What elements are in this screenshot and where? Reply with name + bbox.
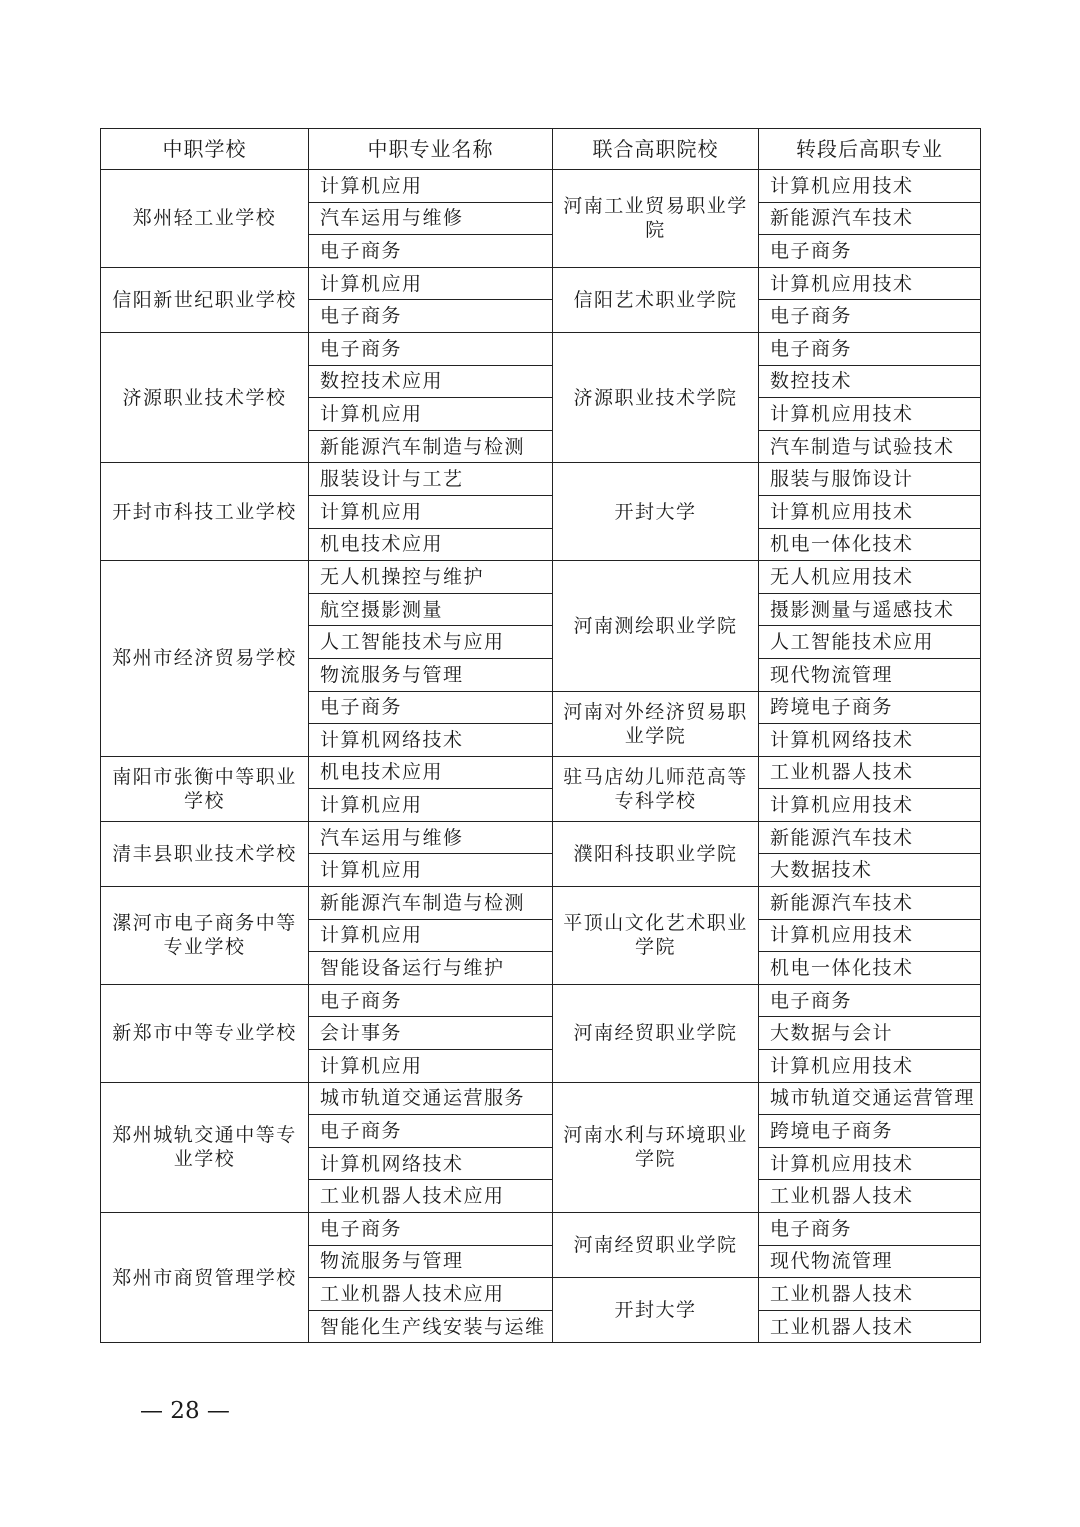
partner-college-cell: 河南工业贸易职业学院 — [553, 170, 759, 268]
college-major-cell: 大数据与会计 — [759, 1017, 981, 1050]
partner-college-cell: 河南经贸职业学院 — [553, 1213, 759, 1278]
vocational-school-cell: 漯河市电子商务中等专业学校 — [101, 887, 309, 985]
vocational-major-cell: 数控技术应用 — [309, 365, 553, 398]
table-row — [101, 1213, 981, 1246]
vocational-school-cell: 济源职业技术学校 — [101, 332, 309, 462]
college-major-cell: 服装与服饰设计 — [759, 463, 981, 496]
vocational-major-cell: 航空摄影测量 — [309, 593, 553, 626]
table-row — [101, 561, 981, 594]
table-row — [101, 170, 981, 203]
vocational-school-cell: 开封市科技工业学校 — [101, 463, 309, 561]
college-major-cell: 城市轨道交通运营管理 — [759, 1082, 981, 1115]
vocational-major-cell: 计算机应用 — [309, 170, 553, 203]
vocational-major-cell: 电子商务 — [309, 1115, 553, 1148]
vocational-major-cell: 计算机应用 — [309, 495, 553, 528]
vocational-major-cell: 计算机应用 — [309, 854, 553, 887]
college-major-cell: 新能源汽车技术 — [759, 202, 981, 235]
vocational-major-cell: 新能源汽车制造与检测 — [309, 430, 553, 463]
vocational-major-cell: 机电技术应用 — [309, 528, 553, 561]
vocational-major-cell: 电子商务 — [309, 235, 553, 268]
college-major-cell: 工业机器人技术 — [759, 756, 981, 789]
college-major-cell: 人工智能技术应用 — [759, 626, 981, 659]
college-major-cell: 机电一体化技术 — [759, 528, 981, 561]
partner-college-cell: 濮阳科技职业学院 — [553, 821, 759, 886]
table-row — [101, 1082, 981, 1115]
college-major-cell: 计算机应用技术 — [759, 789, 981, 822]
vocational-major-cell: 服装设计与工艺 — [309, 463, 553, 496]
vocational-school-cell: 新郑市中等专业学校 — [101, 984, 309, 1082]
partner-college-cell: 河南测绘职业学院 — [553, 561, 759, 691]
vocational-major-cell: 电子商务 — [309, 984, 553, 1017]
vocational-major-cell: 工业机器人技术应用 — [309, 1278, 553, 1311]
college-major-cell: 计算机应用技术 — [759, 170, 981, 203]
college-major-cell: 计算机应用技术 — [759, 919, 981, 952]
header-partner-college: 联合高职院校 — [553, 129, 759, 170]
vocational-major-cell: 人工智能技术与应用 — [309, 626, 553, 659]
college-major-cell: 新能源汽车技术 — [759, 887, 981, 920]
partner-college-cell: 平顶山文化艺术职业学院 — [553, 887, 759, 985]
college-major-cell: 工业机器人技术 — [759, 1310, 981, 1343]
college-major-cell: 数控技术 — [759, 365, 981, 398]
college-major-cell: 新能源汽车技术 — [759, 821, 981, 854]
vocational-major-cell: 机电技术应用 — [309, 756, 553, 789]
vocational-major-cell: 新能源汽车制造与检测 — [309, 887, 553, 920]
header-college-major: 转段后高职专业 — [759, 129, 981, 170]
vocational-major-cell: 无人机操控与维护 — [309, 561, 553, 594]
vocational-major-cell: 电子商务 — [309, 691, 553, 724]
vocational-major-cell: 城市轨道交通运营服务 — [309, 1082, 553, 1115]
partner-college-cell: 河南经贸职业学院 — [553, 984, 759, 1082]
vocational-major-cell: 计算机应用 — [309, 267, 553, 300]
table-header-row — [101, 129, 981, 170]
vocational-major-cell: 智能化生产线安装与运维 — [309, 1310, 553, 1343]
vocational-major-cell: 智能设备运行与维护 — [309, 952, 553, 985]
college-major-cell: 大数据技术 — [759, 854, 981, 887]
partner-college-cell: 驻马店幼儿师范高等专科学校 — [553, 756, 759, 821]
partner-college-cell: 河南水利与环境职业学院 — [553, 1082, 759, 1212]
vocational-school-cell: 郑州市经济贸易学校 — [101, 561, 309, 757]
table-row — [101, 887, 981, 920]
vocational-major-cell: 计算机应用 — [309, 919, 553, 952]
table-row — [101, 267, 981, 300]
table-row — [101, 756, 981, 789]
college-major-cell: 电子商务 — [759, 235, 981, 268]
partner-college-cell: 信阳艺术职业学院 — [553, 267, 759, 332]
vocational-major-cell: 电子商务 — [309, 300, 553, 333]
college-major-cell: 摄影测量与遥感技术 — [759, 593, 981, 626]
vocational-major-cell: 电子商务 — [309, 1213, 553, 1246]
vocational-major-cell: 工业机器人技术应用 — [309, 1180, 553, 1213]
table-row — [101, 984, 981, 1017]
vocational-school-cell: 郑州市商贸管理学校 — [101, 1213, 309, 1343]
table-row — [101, 821, 981, 854]
college-major-cell: 电子商务 — [759, 1213, 981, 1246]
college-major-cell: 跨境电子商务 — [759, 691, 981, 724]
partner-college-cell: 济源职业技术学院 — [553, 332, 759, 462]
vocational-school-cell: 清丰县职业技术学校 — [101, 821, 309, 886]
vocational-major-cell: 电子商务 — [309, 332, 553, 365]
vocational-major-cell: 汽车运用与维修 — [309, 821, 553, 854]
table-body — [101, 170, 981, 1343]
vocational-major-cell: 计算机网络技术 — [309, 1147, 553, 1180]
vocational-major-cell: 物流服务与管理 — [309, 658, 553, 691]
vocational-major-cell: 计算机应用 — [309, 1050, 553, 1083]
college-major-cell: 计算机应用技术 — [759, 495, 981, 528]
college-major-cell: 计算机应用技术 — [759, 1147, 981, 1180]
college-major-cell: 计算机应用技术 — [759, 1050, 981, 1083]
college-major-cell: 汽车制造与试验技术 — [759, 430, 981, 463]
vocational-school-cell: 信阳新世纪职业学校 — [101, 267, 309, 332]
college-major-cell: 电子商务 — [759, 332, 981, 365]
vocational-school-cell: 郑州轻工业学校 — [101, 170, 309, 268]
partner-college-cell: 河南对外经济贸易职业学院 — [553, 691, 759, 756]
college-major-cell: 计算机应用技术 — [759, 267, 981, 300]
college-major-cell: 工业机器人技术 — [759, 1278, 981, 1311]
partner-college-cell: 开封大学 — [553, 1278, 759, 1343]
enrollment-table — [100, 128, 981, 1343]
header-vocational-school: 中职学校 — [101, 129, 309, 170]
vocational-major-cell: 会计事务 — [309, 1017, 553, 1050]
college-major-cell: 工业机器人技术 — [759, 1180, 981, 1213]
partner-college-cell: 开封大学 — [553, 463, 759, 561]
college-major-cell: 跨境电子商务 — [759, 1115, 981, 1148]
vocational-major-cell: 计算机网络技术 — [309, 724, 553, 757]
college-major-cell: 现代物流管理 — [759, 658, 981, 691]
table-row — [101, 463, 981, 496]
college-major-cell: 无人机应用技术 — [759, 561, 981, 594]
vocational-major-cell: 计算机应用 — [309, 789, 553, 822]
vocational-major-cell: 计算机应用 — [309, 398, 553, 431]
college-major-cell: 现代物流管理 — [759, 1245, 981, 1278]
college-major-cell: 电子商务 — [759, 984, 981, 1017]
college-major-cell: 计算机网络技术 — [759, 724, 981, 757]
college-major-cell: 电子商务 — [759, 300, 981, 333]
vocational-major-cell: 物流服务与管理 — [309, 1245, 553, 1278]
vocational-school-cell: 郑州城轨交通中等专业学校 — [101, 1082, 309, 1212]
vocational-school-cell: 南阳市张衡中等职业学校 — [101, 756, 309, 821]
header-vocational-major: 中职专业名称 — [309, 129, 553, 170]
table-row — [101, 332, 981, 365]
page-number: — 28 — — [140, 1398, 230, 1424]
college-major-cell: 机电一体化技术 — [759, 952, 981, 985]
college-major-cell: 计算机应用技术 — [759, 398, 981, 431]
vocational-major-cell: 汽车运用与维修 — [309, 202, 553, 235]
